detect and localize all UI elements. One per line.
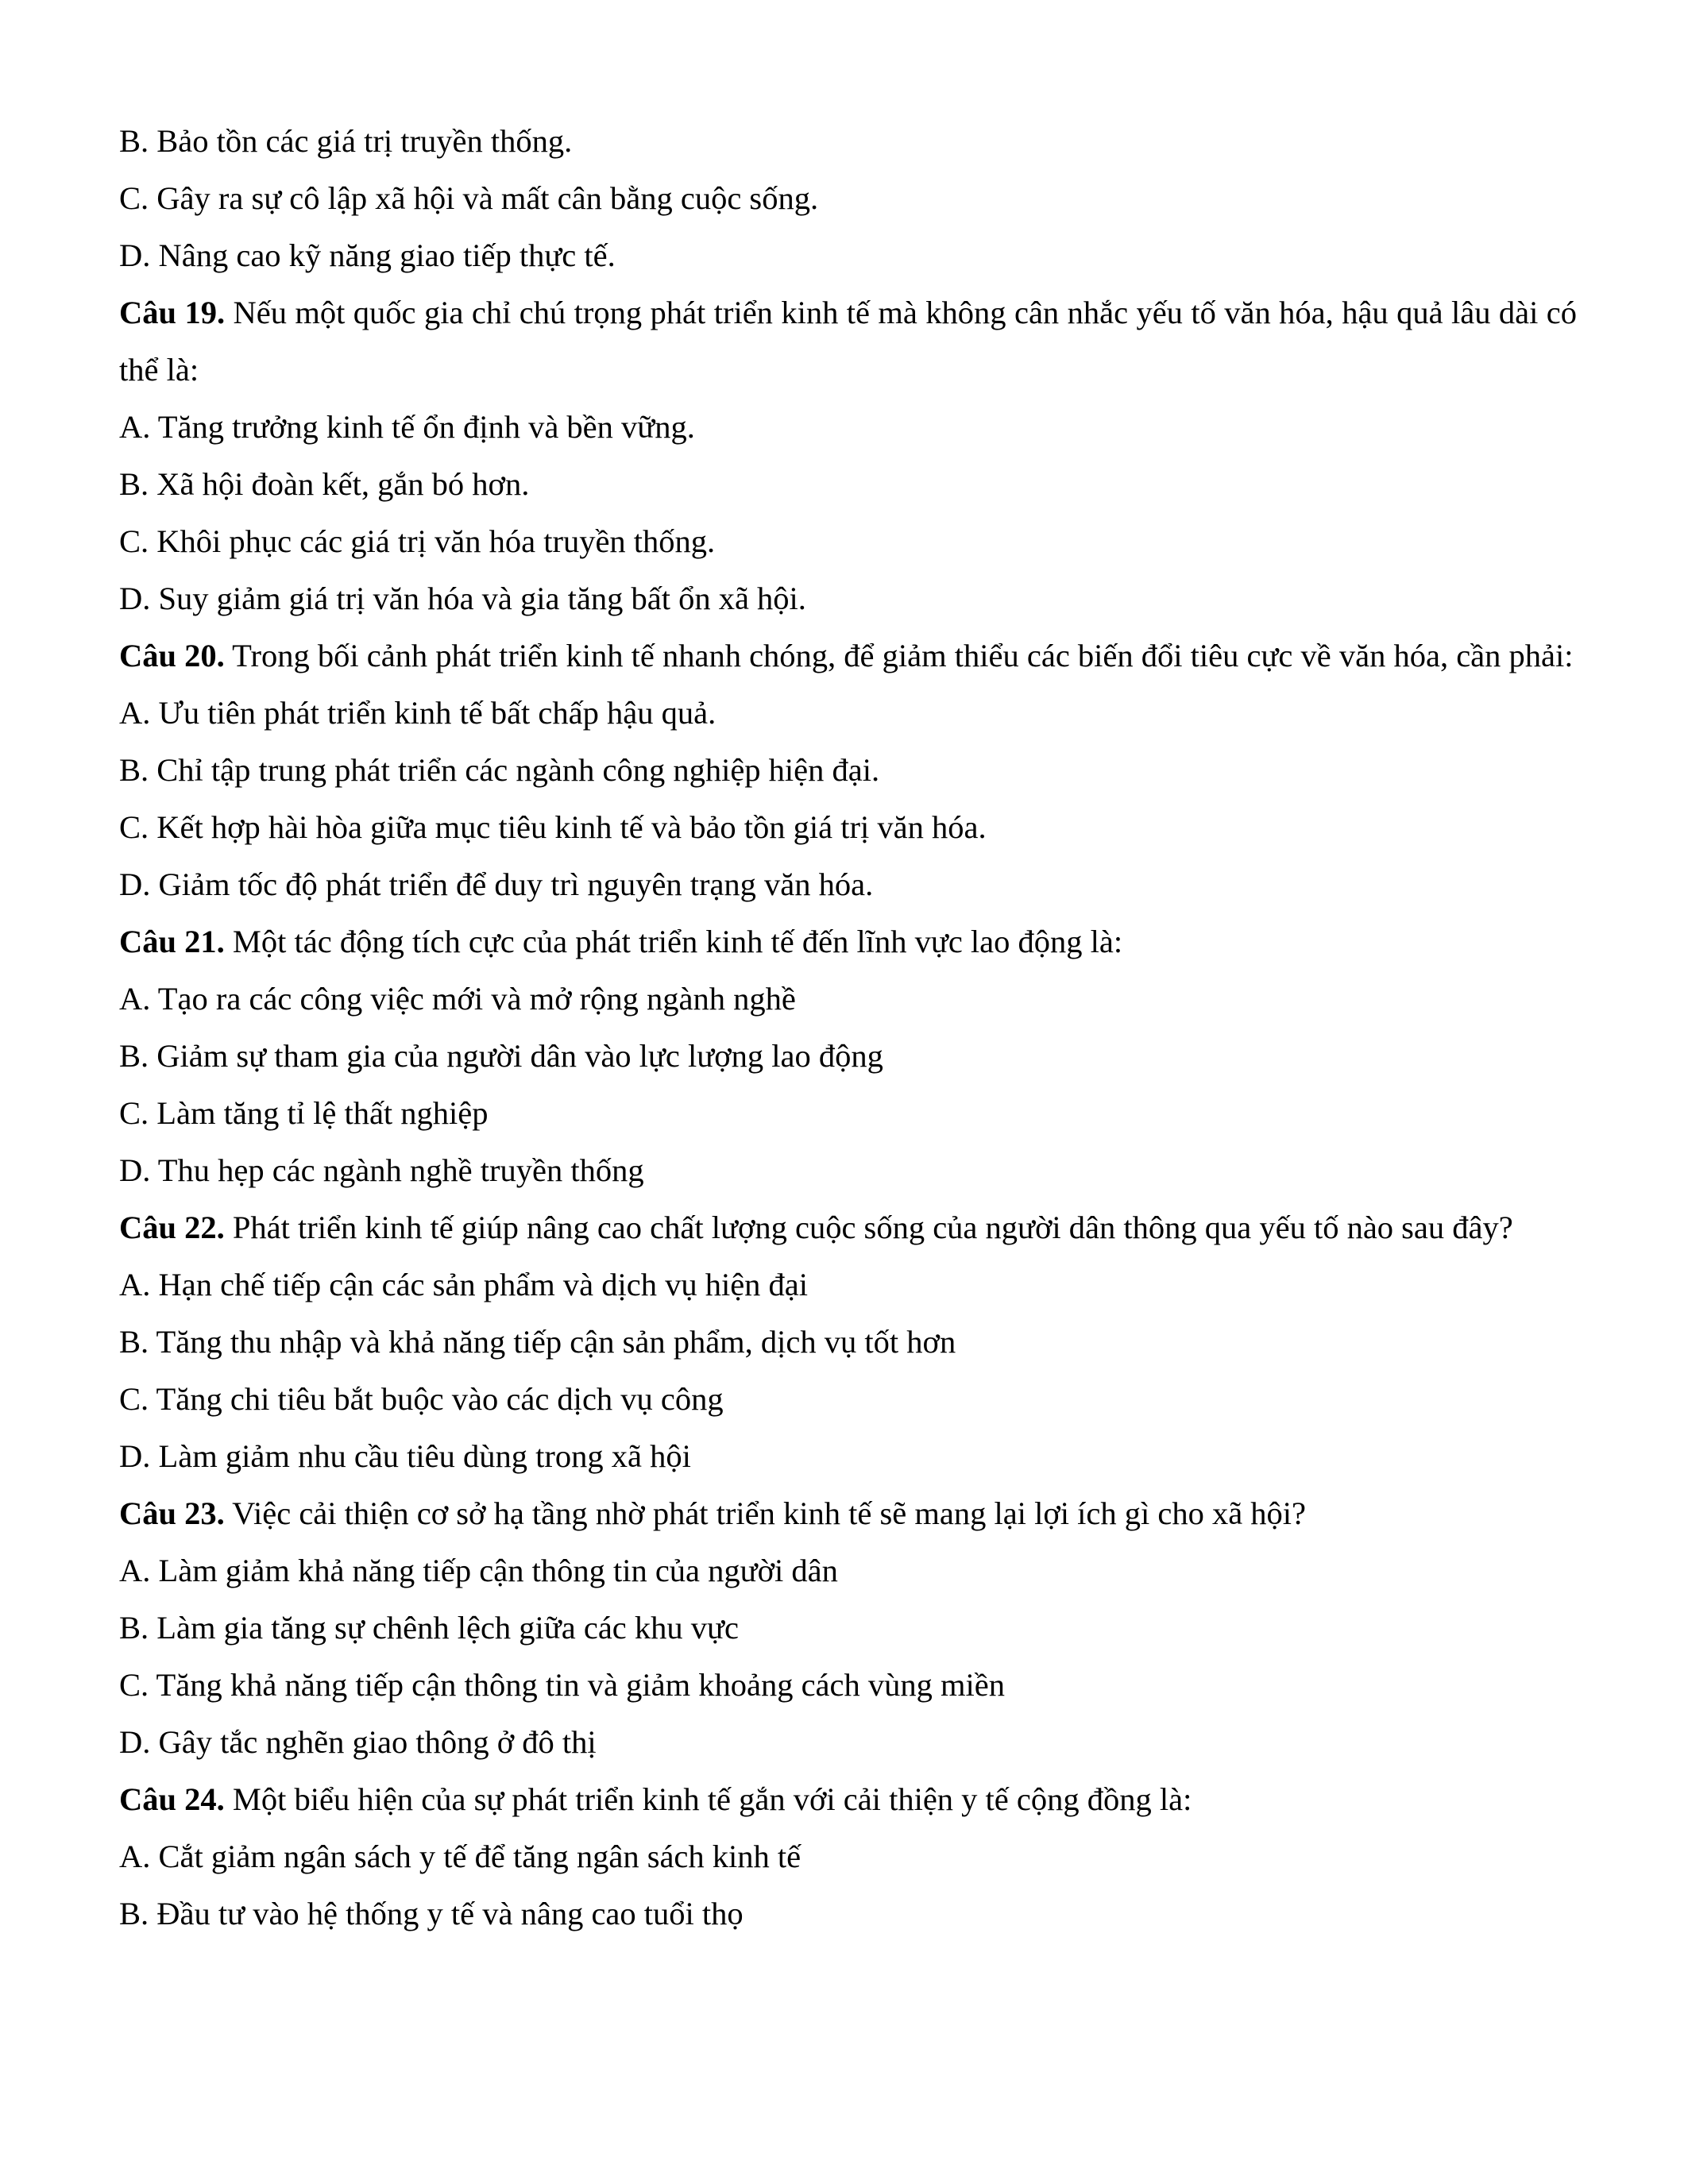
question-21-stem — [119, 913, 1577, 970]
question-23 — [119, 1485, 1577, 1771]
option-19-b: B. Xã hội đoàn kết, gắn bó hơn. — [119, 466, 530, 502]
option-21-b: B. Giảm sự tham gia của người dân vào lực lượng lao động — [119, 1038, 883, 1074]
option-23-c: C. Tăng khả năng tiếp cận thông tin và giảm khoảng cách vùng miền — [119, 1667, 1005, 1703]
option-23-a: A. Làm giảm khả năng tiếp cận thông tin của người dân — [119, 1553, 838, 1588]
option-23-d: D. Gây tắc nghẽn giao thông ở đô thị — [119, 1724, 597, 1760]
question-22-stem — [119, 1199, 1577, 1256]
option-24-a: A. Cắt giảm ngân sách y tế để tăng ngân sách kinh tế — [119, 1839, 802, 1874]
option-22-d: D. Làm giảm nhu cầu tiêu dùng trong xã hội — [119, 1438, 691, 1474]
question-19 — [119, 284, 1577, 627]
option-22-a: A. Hạn chế tiếp cận các sản phẩm và dịch vụ hiện đại — [119, 1267, 809, 1302]
option-23-b: B. Làm gia tăng sự chênh lệch giữa các khu vực — [119, 1610, 739, 1646]
question-21-label: Câu 21. — [119, 924, 225, 959]
option-20-b: B. Chỉ tập trung phát triển các ngành công nghiệp hiện đại. — [119, 752, 880, 788]
question-24-label: Câu 24. — [119, 1781, 225, 1817]
question-23-label: Câu 23. — [119, 1495, 225, 1531]
option-20-c: C. Kết hợp hài hòa giữa mục tiêu kinh tế và bảo tồn giá trị văn hóa. — [119, 809, 987, 845]
option-19-d: D. Suy giảm giá trị văn hóa và gia tăng bất ổn xã hội. — [119, 581, 806, 616]
question-20-label: Câu 20. — [119, 638, 225, 673]
option-18-c: C. Gây ra sự cô lập xã hội và mất cân bằng cuộc sống. — [119, 180, 819, 216]
option-21-a: A. Tạo ra các công việc mới và mở rộng ngành nghề — [119, 981, 796, 1017]
question-24-stem — [119, 1771, 1577, 1828]
question-19-stem — [119, 284, 1577, 399]
question-23-stem — [119, 1485, 1577, 1542]
question-19-text: Nếu một quốc gia chỉ chú trọng phát triển kinh tế mà không cân nhắc yếu tố văn hóa, hậu quả lâu dài có thể là: — [119, 295, 1577, 388]
question-22 — [119, 1199, 1577, 1485]
question-21 — [119, 913, 1577, 1199]
question-24-text: Một biểu hiện của sự phát triển kinh tế gắn với cải thiện y tế cộng đồng là: — [224, 1781, 1192, 1817]
option-19-a: A. Tăng trưởng kinh tế ổn định và bền vững. — [119, 409, 695, 445]
option-22-c: C. Tăng chi tiêu bắt buộc vào các dịch vụ công — [119, 1381, 724, 1417]
question-21-text: Một tác động tích cực của phát triển kinh tế đến lĩnh vực lao động là: — [224, 924, 1123, 959]
option-18-b: B. Bảo tồn các giá trị truyền thống. — [119, 123, 573, 159]
question-23-text: Việc cải thiện cơ sở hạ tầng nhờ phát triển kinh tế sẽ mang lại lợi ích gì cho xã hội? — [224, 1495, 1307, 1531]
option-18-d: D. Nâng cao kỹ năng giao tiếp thực tế. — [119, 237, 616, 273]
option-21-c: C. Làm tăng tỉ lệ thất nghiệp — [119, 1095, 489, 1131]
question-24 — [119, 1771, 1577, 1943]
question-20-stem — [119, 627, 1577, 685]
question-22-label: Câu 22. — [119, 1210, 225, 1245]
option-22-b: B. Tăng thu nhập và khả năng tiếp cận sản phẩm, dịch vụ tốt hơn — [119, 1324, 956, 1360]
option-19-c: C. Khôi phục các giá trị văn hóa truyền thống. — [119, 523, 716, 559]
option-24-b: B. Đầu tư vào hệ thống y tế và nâng cao tuổi thọ — [119, 1896, 744, 1931]
question-19-label: Câu 19. — [119, 295, 226, 330]
question-22-text: Phát triển kinh tế giúp nâng cao chất lượng cuộc sống của người dân thông qua yếu tố nào sau đây? — [224, 1210, 1513, 1245]
question-20-text: Trong bối cảnh phát triển kinh tế nhanh chóng, để giảm thiểu các biến đổi tiêu cực về văn hóa, cần phải: — [224, 638, 1574, 673]
question-20 — [119, 627, 1577, 913]
option-21-d: D. Thu hẹp các ngành nghề truyền thống — [119, 1152, 644, 1188]
option-20-a: A. Ưu tiên phát triển kinh tế bất chấp hậu quả. — [119, 695, 717, 731]
option-20-d: D. Giảm tốc độ phát triển để duy trì nguyên trạng văn hóa. — [119, 866, 874, 902]
document-page — [119, 113, 1577, 1943]
